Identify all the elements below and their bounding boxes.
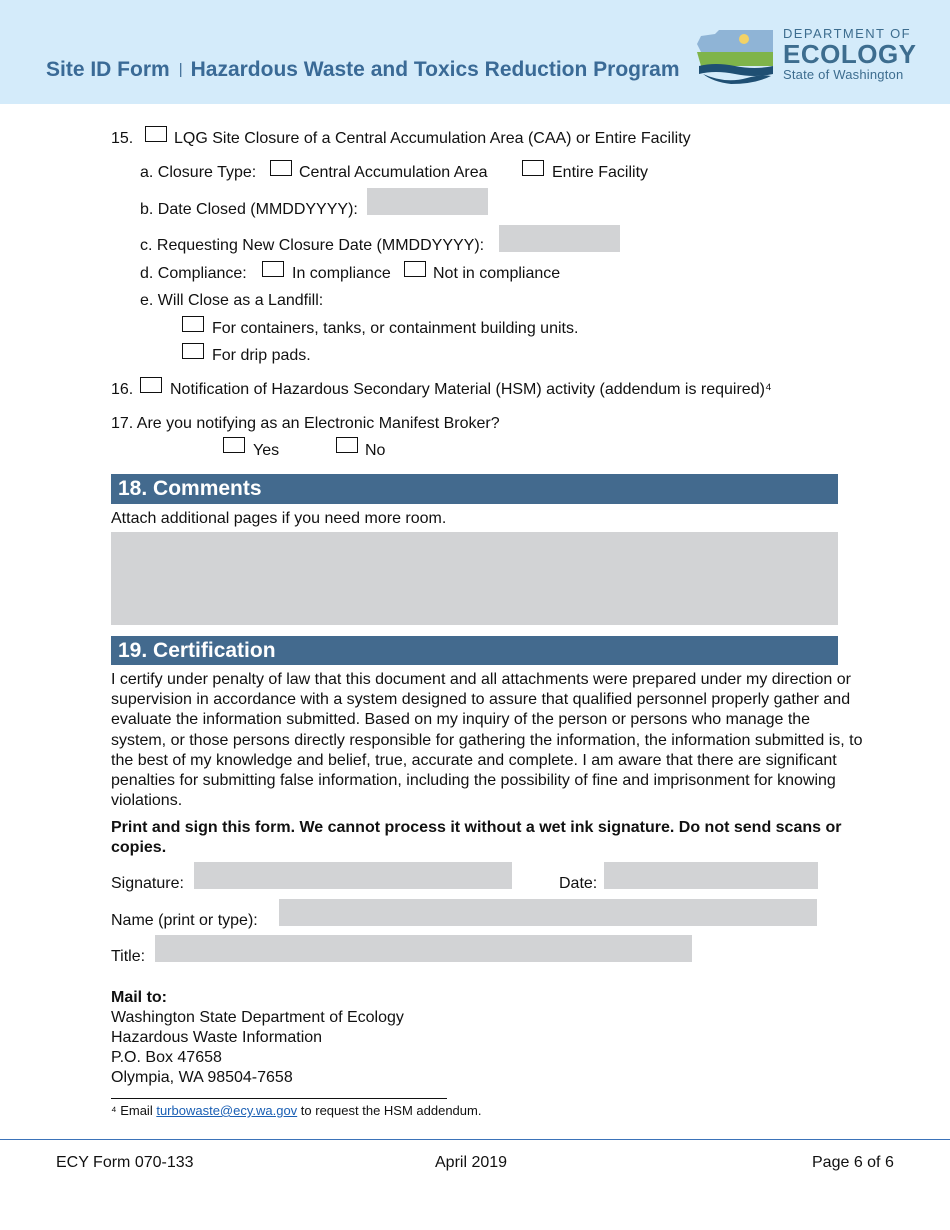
name-label: Name (print or type): <box>111 912 258 929</box>
email-link[interactable]: turbowaste@ecy.wa.gov <box>156 1103 298 1118</box>
mail-heading: Mail to: <box>111 989 167 1006</box>
certification-statement: I certify under penalty of law that this document and all attachments were prepared under my direction or supervision in accordance with a system designed to assure that qualified personnel properly gather and evaluate the information submitted. Based on my inquiry of the person or persons who manage the system, or those persons directly responsible for gathering the information, the information submitted is, to the best of my knowledge and belief, true, accurate and complete. I am aware that there are significant penalties for submitting false information, including the possibility of fine and imprisonment for knowing violations. <box>111 671 863 810</box>
not-in-compliance-label: Not in compliance <box>433 265 561 282</box>
q15-label: LQG Site Closure of a Central Accumulation Area (CAA) or Entire Facility <box>174 130 691 147</box>
landfill-drip-pads-label: For drip pads. <box>212 347 311 364</box>
logo-state: State of Washington <box>783 67 904 82</box>
footnote-divider <box>111 1098 447 1099</box>
q17-label: 17. Are you notifying as an Electronic Manifest Broker? <box>111 415 500 432</box>
comments-textarea[interactable] <box>111 532 838 625</box>
broker-yes-checkbox[interactable] <box>223 437 245 453</box>
comments-note: Attach additional pages if you need more room. <box>111 510 447 527</box>
mail-line-3: P.O. Box 47658 <box>111 1049 222 1066</box>
footnote <box>111 1103 481 1118</box>
q15c-label: c. Requesting New Closure Date (MMDDYYYY): <box>140 237 485 254</box>
landfill-containers-label: For containers, tanks, or containment building units. <box>212 320 579 337</box>
closure-facility-checkbox[interactable] <box>522 160 544 176</box>
mail-line-1: Washington State Department of Ecology <box>111 1009 404 1026</box>
broker-yes-label: Yes <box>253 442 280 459</box>
mail-line-2: Hazardous Waste Information <box>111 1029 323 1046</box>
footer-date: April 2019 <box>435 1154 508 1171</box>
in-compliance-label: In compliance <box>292 265 391 282</box>
title-label: Title: <box>111 948 146 965</box>
program-name: Hazardous Waste and Toxics Reduction Program <box>190 58 680 81</box>
landfill-containers-checkbox[interactable] <box>182 316 204 332</box>
form-name: Site ID Form <box>46 58 170 81</box>
q15-number: 15. <box>111 130 134 147</box>
mail-line-4: Olympia, WA 98504-7658 <box>111 1069 293 1086</box>
comments-heading: 18. Comments <box>111 474 838 504</box>
q15d-label: d. Compliance: <box>140 265 247 282</box>
new-closure-date-input[interactable] <box>499 225 620 252</box>
date-label: Date: <box>559 875 598 892</box>
logo-wordmark <box>783 27 917 81</box>
q16-number: 16. <box>111 381 134 398</box>
signature-field[interactable] <box>194 862 512 889</box>
q15b-label: b. Date Closed (MMDDYYYY): <box>140 201 358 218</box>
signature-label: Signature: <box>111 875 184 892</box>
signature-instruction: Print and sign this form. We cannot process it without a wet ink signature. Do not send scans or copies. <box>111 819 842 857</box>
landfill-drip-pads-checkbox[interactable] <box>182 343 204 359</box>
broker-no-checkbox[interactable] <box>336 437 358 453</box>
name-field[interactable] <box>279 899 817 926</box>
footer-page-number: Page 6 of 6 <box>812 1154 894 1171</box>
title-separator: | <box>178 61 183 78</box>
date-closed-input[interactable] <box>367 188 488 215</box>
q16-label: Notification of Hazardous Secondary Material (HSM) activity (addendum is required)⁴ <box>170 381 772 398</box>
footnote-suffix: to request the HSM addendum. <box>297 1103 482 1118</box>
in-compliance-checkbox[interactable] <box>262 261 284 277</box>
certification-heading: 19. Certification <box>111 636 838 665</box>
logo-ecology: ECOLOGY <box>783 39 917 69</box>
closure-facility-label: Entire Facility <box>552 164 649 181</box>
page-title <box>46 58 680 82</box>
q15a-label: a. Closure Type: <box>140 164 257 181</box>
date-field[interactable] <box>604 862 818 889</box>
q15e-label: e. Will Close as a Landfill: <box>140 292 324 309</box>
title-field[interactable] <box>155 935 692 962</box>
broker-no-label: No <box>365 442 386 459</box>
closure-caa-label: Central Accumulation Area <box>299 164 488 181</box>
q16-checkbox[interactable] <box>140 377 162 393</box>
footnote-prefix: ⁴ Email <box>111 1103 157 1118</box>
logo-department: DEPARTMENT OF <box>783 26 911 41</box>
ecology-logo-icon <box>695 28 777 86</box>
closure-caa-checkbox[interactable] <box>270 160 292 176</box>
footer-divider <box>0 1139 950 1140</box>
q15-checkbox[interactable] <box>145 126 167 142</box>
not-in-compliance-checkbox[interactable] <box>404 261 426 277</box>
footer-form-number: ECY Form 070-133 <box>56 1154 194 1171</box>
